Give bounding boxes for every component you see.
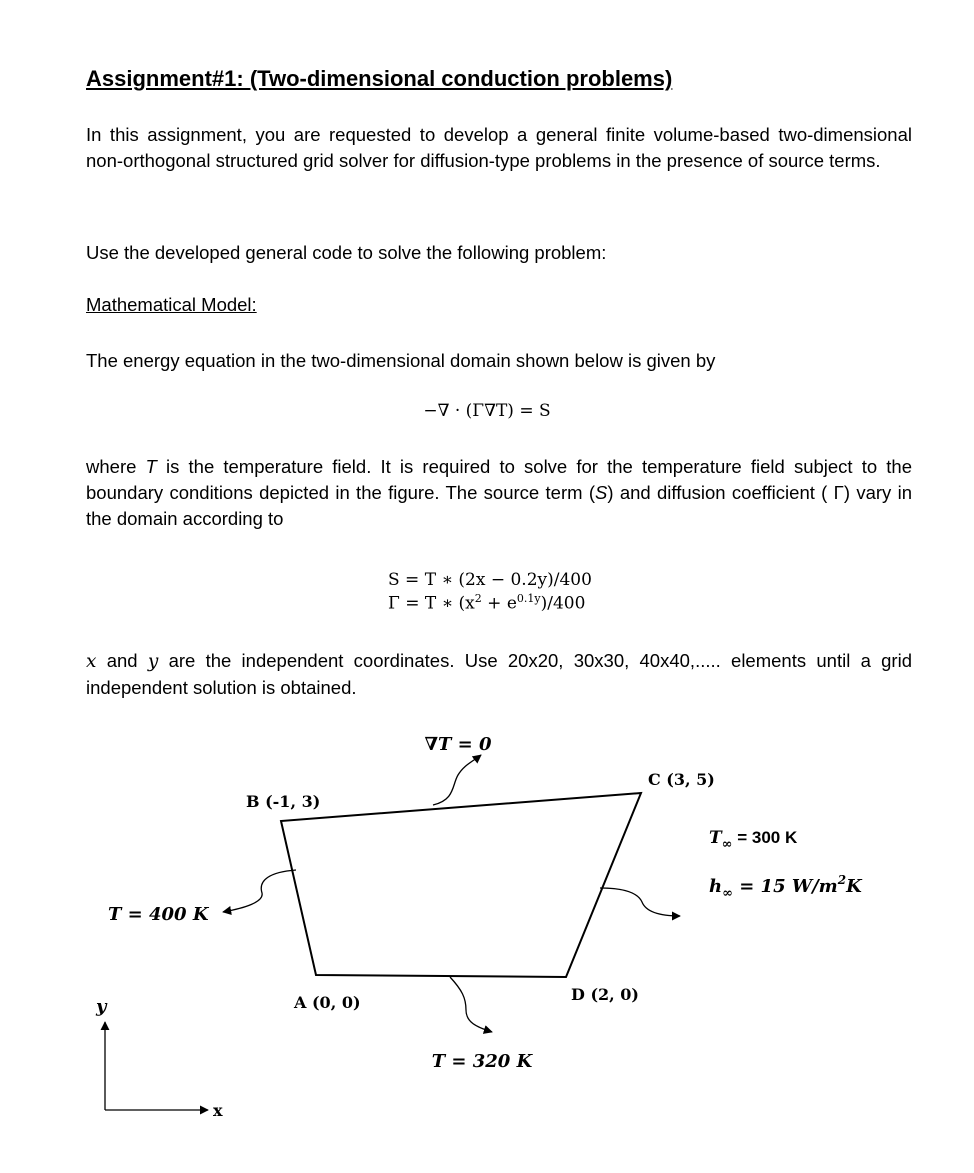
bottom-bc-label: T = 320 K <box>431 1051 533 1072</box>
assignment-title: Assignment#1: (Two-dimensional conduction problems) <box>86 66 673 91</box>
section-heading: Mathematical Model: <box>86 294 257 315</box>
top-bc-arrow <box>433 755 481 805</box>
gamma-suffix: )/400 <box>540 593 586 614</box>
domain-boundary <box>281 793 641 977</box>
tinf-sub: ∞ <box>721 837 733 852</box>
intro-paragraph: In this assignment, you are requested to develop a general finite volume-based two-dimensional non-orthogonal structured grid solver for diffusion-type problems in the presence of source terms. <box>86 124 912 171</box>
tinf-symbol: T <box>709 828 722 848</box>
source-var: S <box>595 482 608 503</box>
use-code-paragraph: Use the developed general code to solve the following problem: <box>86 242 607 263</box>
where-end: ) and diffusion coefficient ( Γ) vary in the domain according to <box>86 482 912 529</box>
coords-text: are the independent coordinates. Use 20x20, 30x30, 40x40,..... elements until a grid independent solution is obtained. <box>86 650 912 698</box>
left-bc-label: T = 400 K <box>108 904 209 925</box>
x-axis-label: x <box>213 1101 223 1120</box>
right-bc-tinf <box>709 828 798 852</box>
h-unit: K <box>846 876 862 897</box>
equation-main: −∇ · (Γ∇T) = S <box>423 401 551 421</box>
gamma-sup1: 2 <box>474 592 482 605</box>
coords-and: and <box>96 650 148 671</box>
point-c-label: C (3, 5) <box>648 770 715 789</box>
where-prefix: where <box>86 456 146 477</box>
coords-var-x: x <box>86 651 97 672</box>
h-sup: 2 <box>837 873 847 887</box>
where-rest: is the temperature field. It is required to solve for the temperature field subject to the boundary conditions depicted in the figure. The source term ( <box>86 456 912 503</box>
top-bc-label: ∇T = 0 <box>424 734 492 755</box>
right-bc-arrow <box>600 888 680 916</box>
equation-source: S = T ∗ (2x − 0.2y)/400 <box>388 570 592 590</box>
gamma-sup2: 0.1y <box>516 592 541 605</box>
point-a-label: A (0, 0) <box>294 993 361 1012</box>
gamma-prefix: Γ = T ∗ (x <box>388 593 475 614</box>
point-d-label: D (2, 0) <box>571 985 639 1004</box>
h-sub: ∞ <box>722 886 733 901</box>
bottom-bc-arrow <box>450 977 492 1032</box>
point-b-label: B (-1, 3) <box>246 792 321 811</box>
y-axis-label: y <box>96 996 107 1017</box>
left-bc-arrow <box>223 870 296 912</box>
energy-sentence: The energy equation in the two-dimensional domain shown below is given by <box>86 350 716 371</box>
coords-var-y: y <box>147 651 159 672</box>
where-var: T <box>145 456 157 477</box>
tinf-value: = 300 K <box>732 828 798 847</box>
h-value: = 15 W/m <box>732 876 838 897</box>
gamma-mid: + e <box>481 593 517 614</box>
right-bc-h <box>709 873 863 901</box>
h-symbol: h <box>709 876 723 897</box>
